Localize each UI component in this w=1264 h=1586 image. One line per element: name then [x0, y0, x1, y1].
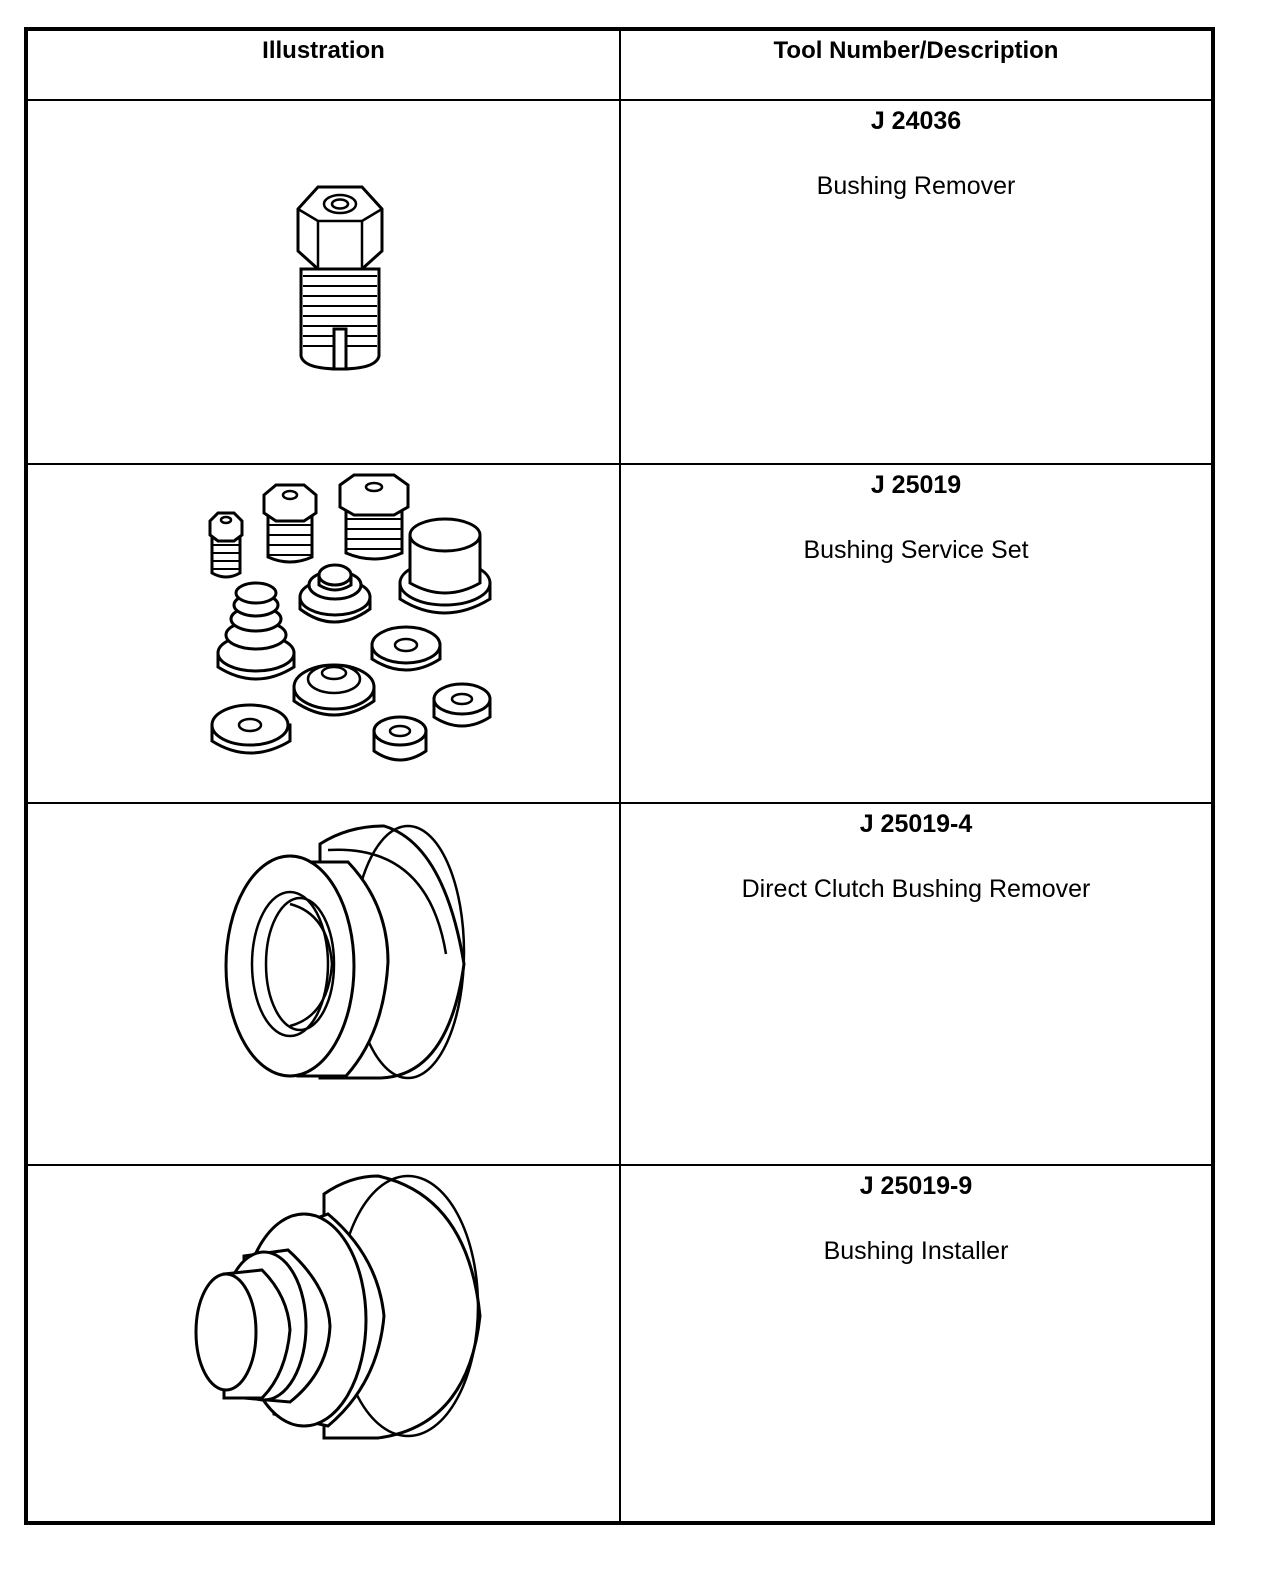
- illustration-cell: [26, 1165, 620, 1523]
- tool-number: J 24036: [870, 107, 962, 135]
- tool-description: Bushing Installer: [823, 1237, 1009, 1265]
- tools-table: [24, 27, 1215, 1525]
- tool-header: [620, 29, 1213, 100]
- tool-description: Direct Clutch Bushing Remover: [741, 875, 1091, 903]
- illustration-header: [26, 29, 620, 100]
- tool-number: J 25019-9: [859, 1172, 973, 1200]
- table-header-row: [26, 29, 1213, 100]
- table-row: [26, 803, 1213, 1165]
- description-cell: [620, 100, 1213, 464]
- description-cell: [620, 803, 1213, 1165]
- description-cell: [620, 464, 1213, 803]
- illustration-cell: [26, 100, 620, 464]
- tool-number: J 25019-4: [859, 810, 973, 838]
- description-cell: [620, 1165, 1213, 1523]
- illustration-cell: [26, 464, 620, 803]
- illustration-cell: [26, 803, 620, 1165]
- tool-number: J 25019: [870, 471, 962, 499]
- illustration-header-label: Illustration: [262, 37, 385, 64]
- direct-clutch-bushing-remover-icon: [28, 804, 620, 1164]
- table-row: [26, 464, 1213, 803]
- tool-description: Bushing Remover: [816, 172, 1016, 200]
- tool-description: Bushing Service Set: [803, 536, 1029, 564]
- table-row: [26, 100, 1213, 464]
- bushing-installer-icon: [28, 1166, 620, 1521]
- bushing-service-set-icon: [28, 465, 620, 802]
- bushing-remover-icon: [28, 101, 620, 463]
- tool-header-label: Tool Number/Description: [773, 37, 1059, 64]
- table-row: [26, 1165, 1213, 1523]
